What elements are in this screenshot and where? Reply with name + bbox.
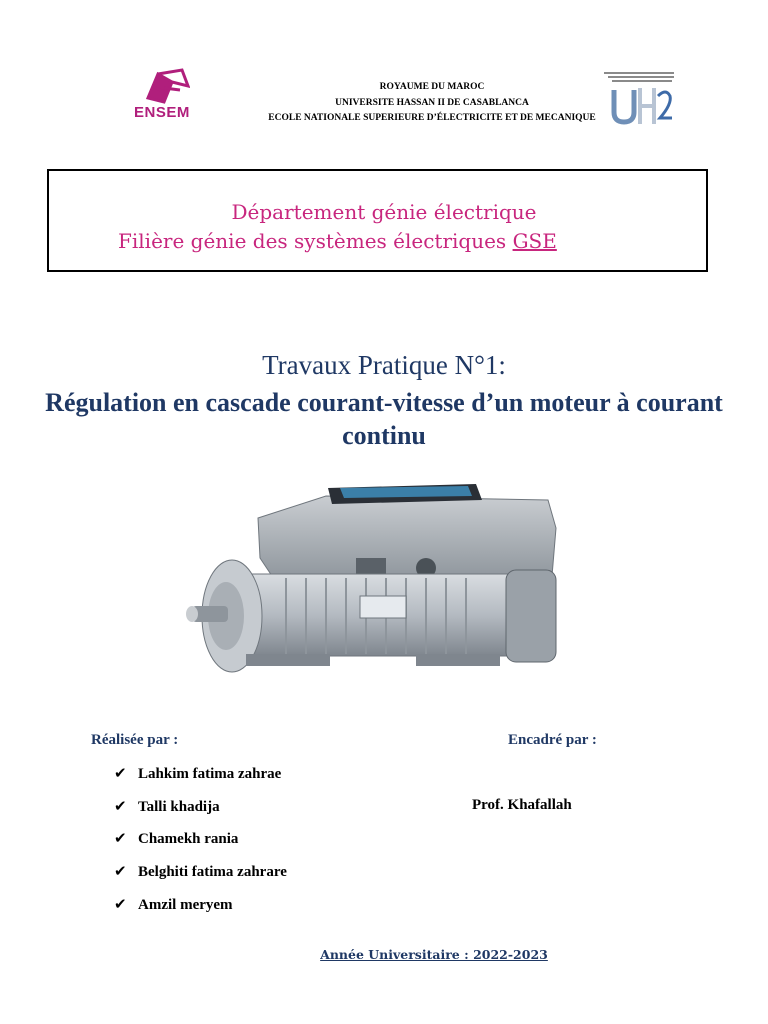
- arabic-lettering: [604, 72, 676, 86]
- check-icon: ✔: [114, 797, 127, 815]
- member-name: Belghiti fatima zahrare: [138, 864, 287, 880]
- header-line-kingdom: ROYAUME DU MAROC: [379, 82, 485, 92]
- list-item: [114, 829, 238, 848]
- programme-name: [118, 229, 557, 253]
- list-item: [114, 797, 220, 816]
- university-logo: [604, 72, 676, 128]
- uh2c-mark-icon: [610, 86, 674, 126]
- institution-header: [220, 80, 644, 127]
- dc-motor-icon: [176, 478, 568, 692]
- ensem-emblem-icon: [138, 68, 190, 104]
- member-name: Lahkim fatima zahrae: [138, 766, 282, 782]
- lab-title: Travaux Pratique N°1:: [262, 350, 506, 380]
- check-icon: ✔: [114, 829, 127, 847]
- ensem-logo: [132, 68, 208, 122]
- member-name: Amzil meryem: [138, 897, 233, 913]
- programme-label: Filière génie des systèmes électriques: [118, 229, 513, 253]
- document-header: [0, 0, 768, 140]
- lab-subject: Régulation en cascade courant-vitesse d’un moteur à courant continu: [45, 388, 723, 450]
- list-item: [114, 895, 233, 914]
- supervisor-label: Encadré par :: [508, 732, 597, 748]
- check-icon: ✔: [114, 862, 127, 880]
- programme-abbreviation: GSE: [512, 229, 557, 253]
- check-icon: ✔: [114, 764, 127, 782]
- department-name: Département génie électrique: [231, 200, 537, 224]
- member-name: Chamekh rania: [138, 831, 239, 847]
- header-line-school: ECOLE NATIONALE SUPERIEURE D’ÉLECTRICITE ET DE MECANIQUE: [268, 113, 596, 123]
- header-line-university: UNIVERSITE HASSAN II DE CASABLANCA: [335, 97, 529, 108]
- supervisor-name: Prof. Khafallah: [472, 797, 572, 813]
- motor-image: [176, 478, 568, 692]
- member-name: Talli khadija: [138, 799, 220, 815]
- authors-label: Réalisée par :: [91, 732, 179, 748]
- check-icon: ✔: [114, 895, 127, 913]
- ensem-wordmark: ENSEM: [134, 104, 190, 121]
- list-item: [114, 764, 281, 783]
- academic-year: Année Universitaire : 2022-2023: [320, 947, 548, 962]
- list-item: [114, 862, 287, 881]
